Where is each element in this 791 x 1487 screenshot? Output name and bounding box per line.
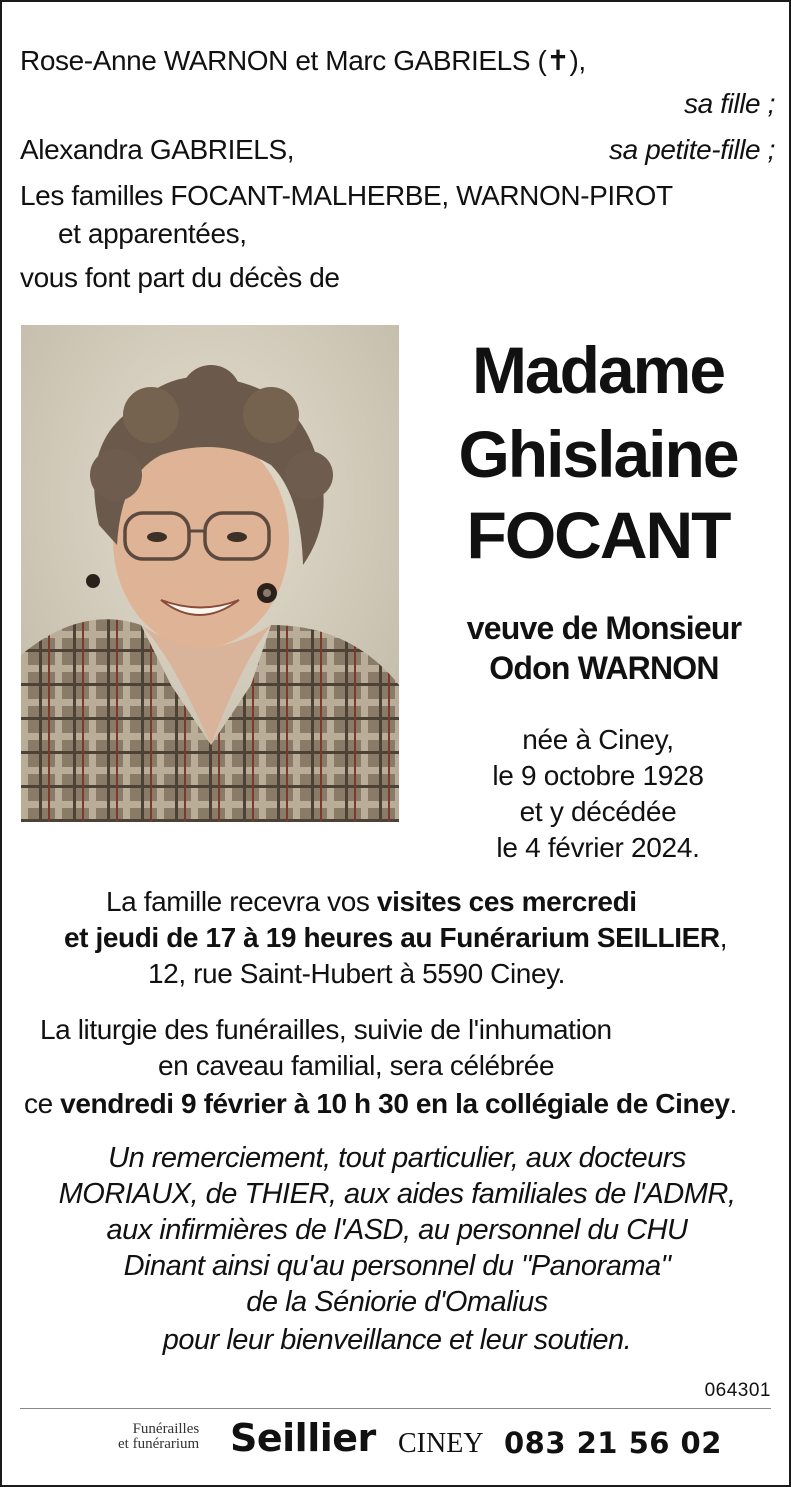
widow-line-1: veuve de Monsieur bbox=[466, 610, 742, 646]
announcement-line: vous font part du décès de bbox=[20, 262, 340, 293]
portrait-illustration bbox=[21, 325, 399, 822]
visits-line-1-bold: visites ces mercredi bbox=[376, 886, 637, 917]
footer-phone: 083 21 56 02 bbox=[504, 1426, 722, 1460]
footer-city: CINEY bbox=[398, 1428, 484, 1459]
thanks-line-1: Un remerciement, tout particulier, aux docteurs bbox=[108, 1142, 686, 1174]
liturgy-line-3-plain: ce bbox=[24, 1088, 61, 1119]
deceased-title: Madame bbox=[471, 333, 725, 407]
visits-line-1 bbox=[106, 886, 637, 918]
birth-place: née à Ciney, bbox=[522, 724, 674, 755]
death-place: et y décédée bbox=[519, 796, 677, 827]
footer-tagline bbox=[118, 1422, 199, 1452]
family-line-relatives: et apparentées, bbox=[58, 218, 247, 249]
liturgy-line-1: La liturgie des funérailles, suivie de l'inhumation bbox=[40, 1014, 612, 1045]
liturgy-line-3 bbox=[24, 1088, 737, 1120]
footer-tagline-1: Funérailles bbox=[132, 1421, 200, 1437]
family-line-granddaughter: Alexandra GABRIELS, bbox=[20, 134, 295, 165]
portrait-photo bbox=[21, 325, 399, 822]
thanks-line-5: de la Séniorie d'Omalius bbox=[246, 1286, 548, 1318]
thanks-line-2: MORIAUX, de THIER, aux aides familiales de l'ADMR, bbox=[58, 1178, 736, 1210]
visits-line-2-plain: , bbox=[719, 922, 728, 953]
deceased-last-name: FOCANT bbox=[466, 498, 730, 572]
visits-address: 12, rue Saint-Hubert à 5590 Ciney. bbox=[148, 958, 566, 989]
thanks-line-6: pour leur bienveillance et leur soutien. bbox=[162, 1324, 632, 1356]
birth-date: le 9 octobre 1928 bbox=[492, 760, 704, 791]
deceased-first-name: Ghislaine bbox=[458, 417, 738, 491]
visits-line-2 bbox=[64, 922, 727, 954]
widow-line-2: Odon WARNON bbox=[489, 650, 719, 686]
footer-brand-logo: Seillier bbox=[230, 1416, 376, 1460]
liturgy-line-3-end: . bbox=[729, 1088, 737, 1119]
liturgy-line-3-bold: vendredi 9 février à 10 h 30 en la collégiale de Ciney bbox=[60, 1088, 730, 1119]
visits-line-2-bold: et jeudi de 17 à 19 heures au Funérarium SEILLIER bbox=[64, 922, 720, 953]
liturgy-line-2: en caveau familial, sera célébrée bbox=[158, 1050, 555, 1081]
death-date: le 4 février 2024. bbox=[496, 832, 700, 863]
family-line-families: Les familles FOCANT-MALHERBE, WARNON-PIROT bbox=[20, 180, 673, 211]
reference-number: 064301 bbox=[704, 1380, 771, 1401]
visits-line-1-plain: La famille recevra vos bbox=[106, 886, 377, 917]
footer-divider bbox=[20, 1408, 771, 1409]
footer-tagline-2: et funérarium bbox=[118, 1436, 200, 1452]
thanks-line-4: Dinant ainsi qu'au personnel du "Panorama" bbox=[123, 1250, 671, 1282]
role-daughter: sa fille ; bbox=[684, 88, 775, 119]
role-granddaughter: sa petite-fille ; bbox=[609, 134, 775, 165]
family-line-daughter: Rose-Anne WARNON et Marc GABRIELS (✝), bbox=[20, 45, 586, 76]
thanks-line-3: aux infirmières de l'ASD, au personnel du CHU bbox=[106, 1214, 688, 1246]
